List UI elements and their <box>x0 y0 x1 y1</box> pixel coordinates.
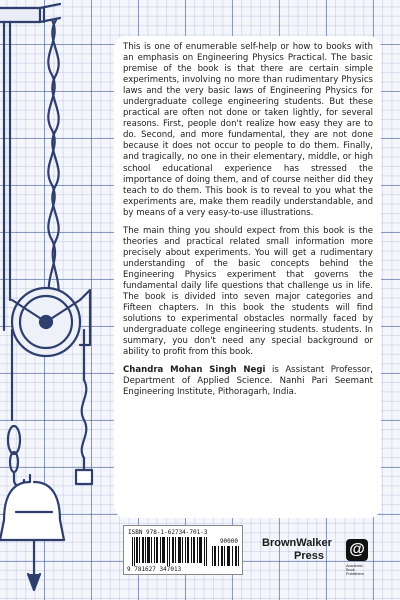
price-code: 90000 <box>219 538 238 545</box>
author-bio <box>123 365 373 398</box>
publisher-name-line2: Press <box>294 550 324 562</box>
barcode-bars-main <box>132 537 208 566</box>
publisher-at-icon <box>346 539 368 561</box>
blurb-paragraph-2: The main thing you should expect from this book is the theories and practical related small information more precisely about experiments. You will get a rudimentary understanding of the basic concepts behind the Engineering Physics experiment that governs the fundamental daily life questions that challenge us in life. The book is divided into seven major categories and Fifteen chapters. In this book the students will find solutions to experimental obstacles normally faced by undergraduate college engineering students. students. In summary, you don't need any special background or ability to profit from this book. <box>123 225 373 358</box>
publisher-logo-glyph: @ <box>349 541 365 558</box>
publisher-logo <box>262 535 372 575</box>
author-bio-text: is Assistant Professor, Department of Applied Science. Nanhi Pari Seemant Engineering Institute, Pithoragarh, India. <box>123 365 373 398</box>
author-name: Chandra Mohan Singh Negi <box>123 365 266 376</box>
back-cover-text-panel <box>114 36 381 518</box>
pulley-illustration <box>0 0 110 600</box>
isbn-number: ISBN 978-1-62734-701-3 <box>128 529 208 536</box>
publisher-name-line1: BrownWalker <box>262 537 332 549</box>
barcode-digits: 9 781627 347013 <box>127 566 182 573</box>
publisher-subtitle: Academic Book Publishers <box>346 564 364 577</box>
barcode-bars-addon <box>212 546 240 566</box>
isbn-barcode <box>123 525 243 575</box>
blurb-paragraph-1: This is one of enumerable self-help or how to books with an emphasis on Engineering Physics Practical. The basic premise of the book is that there are certain simple experiments, involving no more than rudimentary Physics laws and the very basic laws of Engineering Physics for undergraduate college engineering students. But these practical are often not done or taken lightly, for several reasons. First, people don't realize how easy they are to do. Second, and more fundamental, they are not done because it does not occur to people to do them. Finally, and tragically, no one in their elementary, middle, or high school educational experience has stressed the importance of doing them, and of course neither did they teach to do them. This book is to reveal to you what the experiments are, make them readily understandable, and by means of a very easy-to-use illustrations. <box>123 42 373 218</box>
